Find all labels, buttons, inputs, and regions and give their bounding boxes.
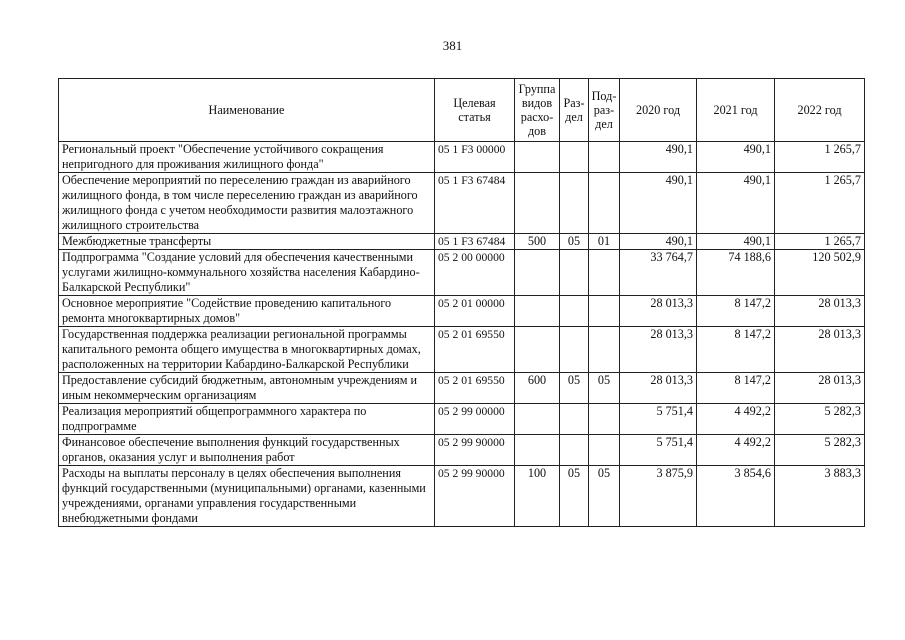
row-target: 05 2 00 00000 — [435, 250, 515, 296]
row-2021: 490,1 — [697, 142, 775, 173]
row-group — [515, 173, 560, 234]
row-section: 05 — [560, 373, 589, 404]
row-2022: 5 282,3 — [775, 404, 865, 435]
table-row — [59, 234, 865, 250]
row-target: 05 2 99 90000 — [435, 435, 515, 466]
row-2022: 120 502,9 — [775, 250, 865, 296]
row-2021: 490,1 — [697, 234, 775, 250]
row-2021: 490,1 — [697, 173, 775, 234]
table-row — [59, 296, 865, 327]
row-2022: 28 013,3 — [775, 327, 865, 373]
table-row — [59, 435, 865, 466]
row-group — [515, 296, 560, 327]
row-group — [515, 250, 560, 296]
row-2020: 490,1 — [620, 142, 697, 173]
table-row — [59, 373, 865, 404]
row-group — [515, 327, 560, 373]
row-2021: 8 147,2 — [697, 296, 775, 327]
row-2022: 28 013,3 — [775, 296, 865, 327]
row-2021: 8 147,2 — [697, 327, 775, 373]
row-target: 05 2 99 90000 — [435, 466, 515, 527]
row-name: Межбюджетные трансферты — [59, 234, 435, 250]
row-2022: 28 013,3 — [775, 373, 865, 404]
row-2021: 74 188,6 — [697, 250, 775, 296]
row-section — [560, 173, 589, 234]
col-header-target: Целевая статья — [435, 79, 515, 142]
col-header-group: Группа видов расхо-дов — [515, 79, 560, 142]
row-name: Региональный проект "Обеспечение устойчивого сокращения непригодного для проживания жилищного фонда" — [59, 142, 435, 173]
row-subsection — [589, 327, 620, 373]
row-2020: 490,1 — [620, 173, 697, 234]
table-row — [59, 466, 865, 527]
row-name: Предоставление субсидий бюджетным, автономным учреждениям и иным некоммерческим организациям — [59, 373, 435, 404]
row-subsection — [589, 173, 620, 234]
row-2021: 3 854,6 — [697, 466, 775, 527]
table-row — [59, 250, 865, 296]
row-subsection — [589, 142, 620, 173]
row-name: Финансовое обеспечение выполнения функций государственных органов, оказания услуг и выполнения работ — [59, 435, 435, 466]
row-2022: 5 282,3 — [775, 435, 865, 466]
row-name: Обеспечение мероприятий по переселению граждан из аварийного жилищного фонда, в том числе переселению граждан из аварийного жилищного фонда с учетом необходимости развития малоэтажного жилищного строительства — [59, 173, 435, 234]
row-target: 05 1 F3 67484 — [435, 173, 515, 234]
row-2020: 5 751,4 — [620, 435, 697, 466]
row-2020: 33 764,7 — [620, 250, 697, 296]
row-name: Реализация мероприятий общепрограммного характера по подпрограмме — [59, 404, 435, 435]
row-2020: 28 013,3 — [620, 296, 697, 327]
row-subsection — [589, 404, 620, 435]
page-number: 381 — [442, 38, 463, 53]
row-group — [515, 404, 560, 435]
row-2020: 3 875,9 — [620, 466, 697, 527]
row-target: 05 1 F3 67484 — [435, 234, 515, 250]
row-group — [515, 435, 560, 466]
row-2022: 1 265,7 — [775, 234, 865, 250]
table-row — [59, 404, 865, 435]
row-2020: 5 751,4 — [620, 404, 697, 435]
row-2022: 1 265,7 — [775, 142, 865, 173]
row-subsection: 01 — [589, 234, 620, 250]
budget-table — [58, 78, 865, 527]
row-target: 05 2 01 69550 — [435, 327, 515, 373]
row-section — [560, 404, 589, 435]
row-name: Подпрограмма "Создание условий для обеспечения качественными услугами жилищно-коммунального хозяйства населения Кабардино-Балкарской Республики" — [59, 250, 435, 296]
table-row — [59, 173, 865, 234]
row-group — [515, 142, 560, 173]
row-target: 05 2 99 00000 — [435, 404, 515, 435]
row-subsection: 05 — [589, 373, 620, 404]
table-row — [59, 142, 865, 173]
table-row — [59, 327, 865, 373]
row-name: Государственная поддержка реализации региональной программы капитального ремонта общего имущества в многоквартирных домах, расположенных на территории Кабардино-Балкарской Республики — [59, 327, 435, 373]
row-2022: 1 265,7 — [775, 173, 865, 234]
row-2020: 490,1 — [620, 234, 697, 250]
row-section — [560, 250, 589, 296]
col-header-subsection: Под-раз-дел — [589, 79, 620, 142]
row-section: 05 — [560, 466, 589, 527]
row-2021: 4 492,2 — [697, 435, 775, 466]
row-section — [560, 142, 589, 173]
row-2022: 3 883,3 — [775, 466, 865, 527]
row-subsection — [589, 296, 620, 327]
col-header-2020: 2020 год — [620, 79, 697, 142]
row-subsection — [589, 250, 620, 296]
row-group: 600 — [515, 373, 560, 404]
row-2020: 28 013,3 — [620, 373, 697, 404]
row-name: Основное мероприятие "Содействие проведению капитального ремонта многоквартирных домов" — [59, 296, 435, 327]
col-header-name: Наименование — [59, 79, 435, 142]
row-target: 05 1 F3 00000 — [435, 142, 515, 173]
row-2021: 8 147,2 — [697, 373, 775, 404]
row-2021: 4 492,2 — [697, 404, 775, 435]
row-group: 500 — [515, 234, 560, 250]
row-group: 100 — [515, 466, 560, 527]
col-header-2021: 2021 год — [697, 79, 775, 142]
col-header-2022: 2022 год — [775, 79, 865, 142]
row-name: Расходы на выплаты персоналу в целях обеспечения выполнения функций государственными (муниципальными) органами, казенными учреждениями, органами управления государственными внебюджетными фондами — [59, 466, 435, 527]
row-section — [560, 296, 589, 327]
row-subsection: 05 — [589, 466, 620, 527]
row-subsection — [589, 435, 620, 466]
row-2020: 28 013,3 — [620, 327, 697, 373]
row-section — [560, 327, 589, 373]
table-header-row — [59, 79, 865, 142]
row-section — [560, 435, 589, 466]
row-section: 05 — [560, 234, 589, 250]
col-header-section: Раз-дел — [560, 79, 589, 142]
row-target: 05 2 01 69550 — [435, 373, 515, 404]
row-target: 05 2 01 00000 — [435, 296, 515, 327]
